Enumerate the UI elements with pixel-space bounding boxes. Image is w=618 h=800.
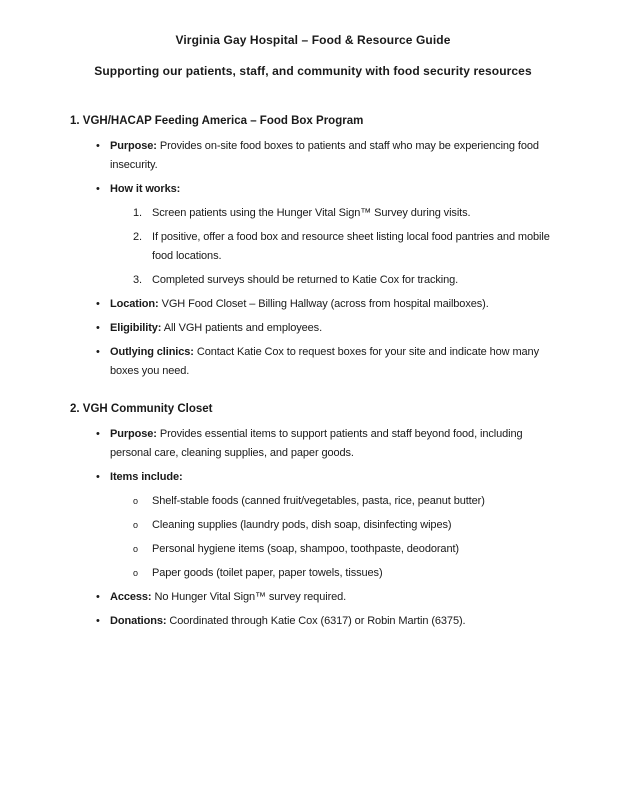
bullet-marker-icon: • [96, 428, 100, 440]
item-lead: How it works: [110, 183, 181, 195]
item-text: Paper goods (toilet paper, paper towels, tissues) [152, 567, 383, 579]
list-item [70, 540, 556, 559]
item-text: Coordinated through Katie Cox (6317) or Robin Martin (6375). [169, 615, 466, 627]
item-lead: Items include: [110, 471, 183, 483]
list-item [70, 564, 556, 583]
list-item [70, 588, 556, 607]
bullet-marker-icon: • [96, 471, 100, 483]
bullet-marker-icon: • [96, 322, 100, 334]
bullet-marker-icon: • [96, 591, 100, 603]
number-marker: 2. [133, 231, 142, 243]
list-item [70, 204, 556, 223]
bullet-marker-icon: • [96, 183, 100, 195]
item-lead: Purpose: [110, 428, 157, 440]
list-item [70, 612, 556, 631]
list-item [70, 425, 556, 463]
list-item [70, 492, 556, 511]
circle-marker-icon: o [133, 520, 138, 530]
item-text: Screen patients using the Hunger Vital Sign™ Survey during visits. [152, 207, 471, 219]
item-lead: Donations: [110, 615, 167, 627]
list-item [70, 228, 556, 266]
bullet-marker-icon: • [96, 298, 100, 310]
item-lead: Purpose: [110, 140, 157, 152]
list-item [70, 295, 556, 314]
item-text: All VGH patients and employees. [163, 322, 323, 334]
item-lead: Access: [110, 591, 152, 603]
item-text: Provides on-site food boxes to patients and staff who may be experiencing food insecurity. [110, 140, 539, 171]
number-marker: 1. [133, 207, 142, 219]
list-item [70, 137, 556, 175]
document-subtitle: Supporting our patients, staff, and community with food security resources [94, 64, 532, 78]
list-item [70, 516, 556, 535]
bullet-marker-icon: • [96, 140, 100, 152]
item-text: Cleaning supplies (laundry pods, dish soap, disinfecting wipes) [152, 519, 452, 531]
circle-marker-icon: o [133, 544, 138, 554]
item-text: Shelf-stable foods (canned fruit/vegetables, pasta, rice, peanut butter) [152, 495, 485, 507]
circle-marker-icon: o [133, 568, 138, 578]
list-item [70, 468, 556, 487]
item-lead: Outlying clinics: [110, 346, 194, 358]
list-item [70, 180, 556, 199]
list-item [70, 271, 556, 290]
item-text: VGH Food Closet – Billing Hallway (across from hospital mailboxes). [161, 298, 489, 310]
item-text: If positive, offer a food box and resource sheet listing local food pantries and mobile food locations. [152, 231, 550, 262]
document-title: Virginia Gay Hospital – Food & Resource Guide [175, 33, 451, 47]
item-text: Contact Katie Cox to request boxes for your site and indicate how many boxes you need. [110, 346, 539, 377]
item-text: Completed surveys should be returned to Katie Cox for tracking. [152, 274, 459, 286]
bullet-marker-icon: • [96, 346, 100, 358]
section-heading-community-closet: 2. VGH Community Closet [70, 403, 213, 415]
item-lead: Eligibility: [110, 322, 162, 334]
item-lead: Location: [110, 298, 159, 310]
number-marker: 3. [133, 274, 142, 286]
list-item [70, 343, 556, 381]
bullet-marker-icon: • [96, 615, 100, 627]
circle-marker-icon: o [133, 496, 138, 506]
item-text: No Hunger Vital Sign™ survey required. [154, 591, 347, 603]
item-text: Provides essential items to support patients and staff beyond food, including personal care, cleaning supplies, and paper goods. [110, 428, 523, 459]
list-item [70, 319, 556, 338]
section-heading-food-box-program: 1. VGH/HACAP Feeding America – Food Box Program [70, 115, 364, 127]
item-text: Personal hygiene items (soap, shampoo, toothpaste, deodorant) [152, 543, 459, 555]
